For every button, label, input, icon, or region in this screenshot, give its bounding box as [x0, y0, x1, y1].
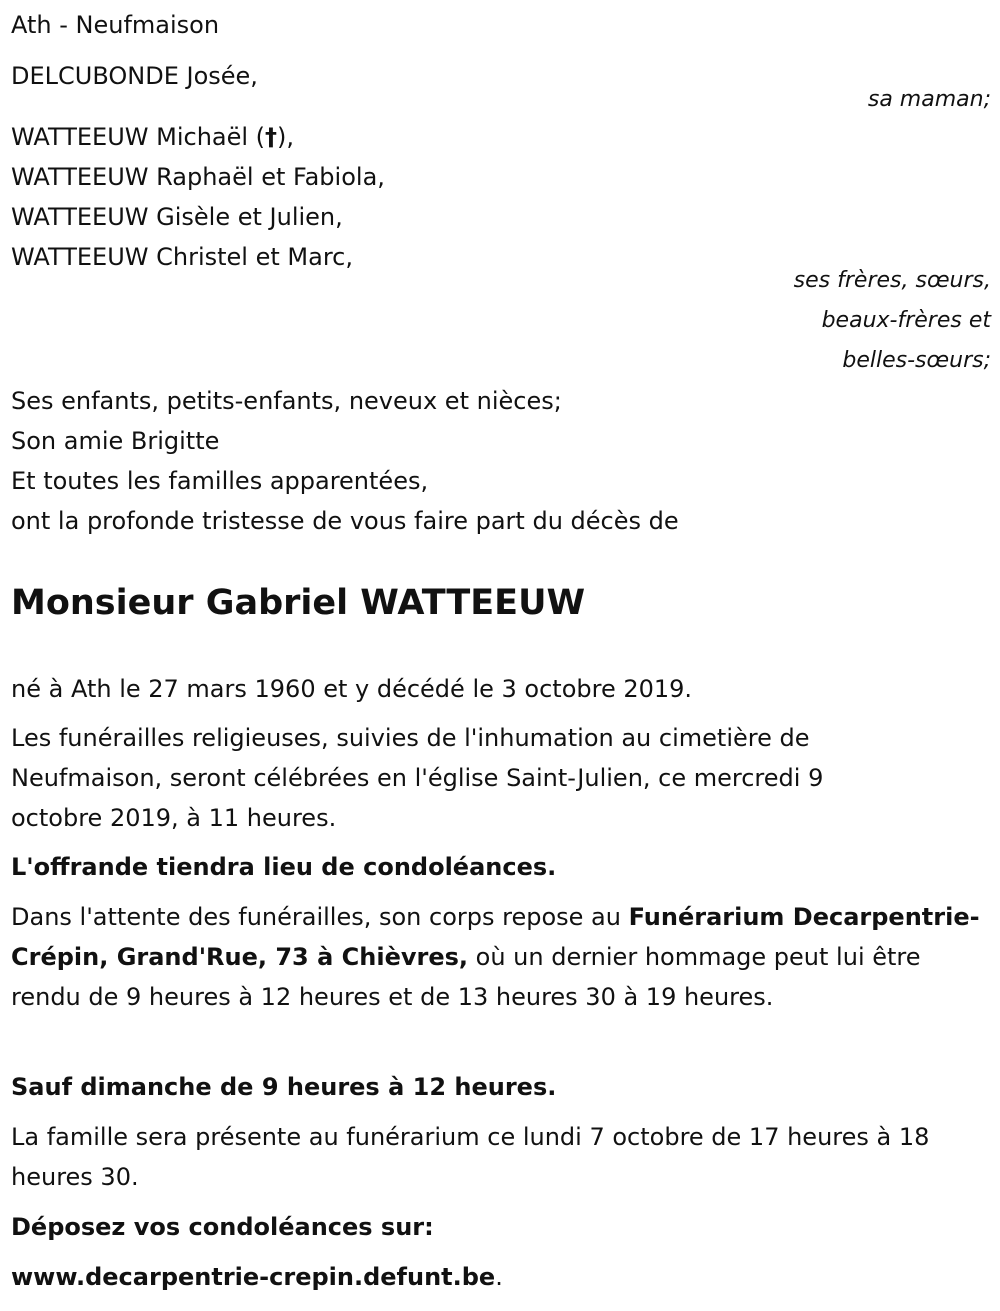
resting-outro: où un dernier hommage peut lui être rendu de 9 heures à 12 heures et de 13 heures 30 à 19 heures.	[11, 943, 921, 1011]
siblings-role-line-1: ses frères, sœurs,	[793, 268, 991, 293]
funerarium-address: Funérarium Decarpentrie-Crépin, Grand'Rue, 73 à Chièvres,	[11, 903, 980, 971]
offering-note: L'offrande tiendra lieu de condoléances.	[11, 853, 557, 881]
condolences-label: Déposez vos condoléances sur:	[11, 1213, 434, 1241]
funeral-paragraph: Les funérailles religieuses, suivies de l'inhumation au cimetière de Neufmaison, seront célébrées en l'église Saint-Julien, ce mercredi 9 octobre 2019, à 11 heures.	[11, 724, 824, 832]
obituary-notice	[11, 0, 991, 1311]
sibling-christel: WATTEEUW Christel et Marc,	[11, 243, 353, 271]
sibling-gisele: WATTEEUW Gisèle et Julien,	[11, 203, 343, 231]
website-suffix: .	[495, 1263, 503, 1291]
sibling-michael-suffix: ),	[277, 123, 295, 151]
resting-paragraph	[11, 897, 991, 1017]
place-header: Ath - Neufmaison	[11, 11, 220, 39]
others-line-1: Ses enfants, petits-enfants, neveux et nièces;	[11, 387, 562, 415]
website-link[interactable]: www.decarpentrie-crepin.defunt.be	[11, 1263, 496, 1291]
others-line-3: Et toutes les familles apparentées,	[11, 467, 429, 495]
mother-name: DELCUBONDE Josée,	[11, 62, 258, 90]
others-line-2: Son amie Brigitte	[11, 427, 220, 455]
family-presence: La famille sera présente au funérarium ce lundi 7 octobre de 17 heures à 18 heures 30.	[11, 1123, 930, 1191]
others-line-4: ont la profonde tristesse de vous faire part du décès de	[11, 507, 679, 535]
birth-death: né à Ath le 27 mars 1960 et y décédé le 3 octobre 2019.	[11, 675, 693, 703]
deceased-name: Monsieur Gabriel WATTEEUW	[11, 583, 586, 623]
mother-role: sa maman;	[867, 87, 991, 112]
siblings-role-line-3: belles-sœurs;	[842, 348, 991, 373]
sibling-michael-name: WATTEEUW Michaël (	[11, 123, 266, 151]
website-line	[11, 1257, 991, 1297]
sibling-raphael: WATTEEUW Raphaël et Fabiola,	[11, 163, 385, 191]
sunday-note: Sauf dimanche de 9 heures à 12 heures.	[11, 1073, 557, 1101]
cross-icon: †	[265, 123, 278, 151]
siblings-role-line-2: beaux-frères et	[821, 308, 991, 333]
resting-intro: Dans l'attente des funérailles, son corps repose au	[11, 903, 629, 931]
sibling-michael	[11, 122, 294, 152]
